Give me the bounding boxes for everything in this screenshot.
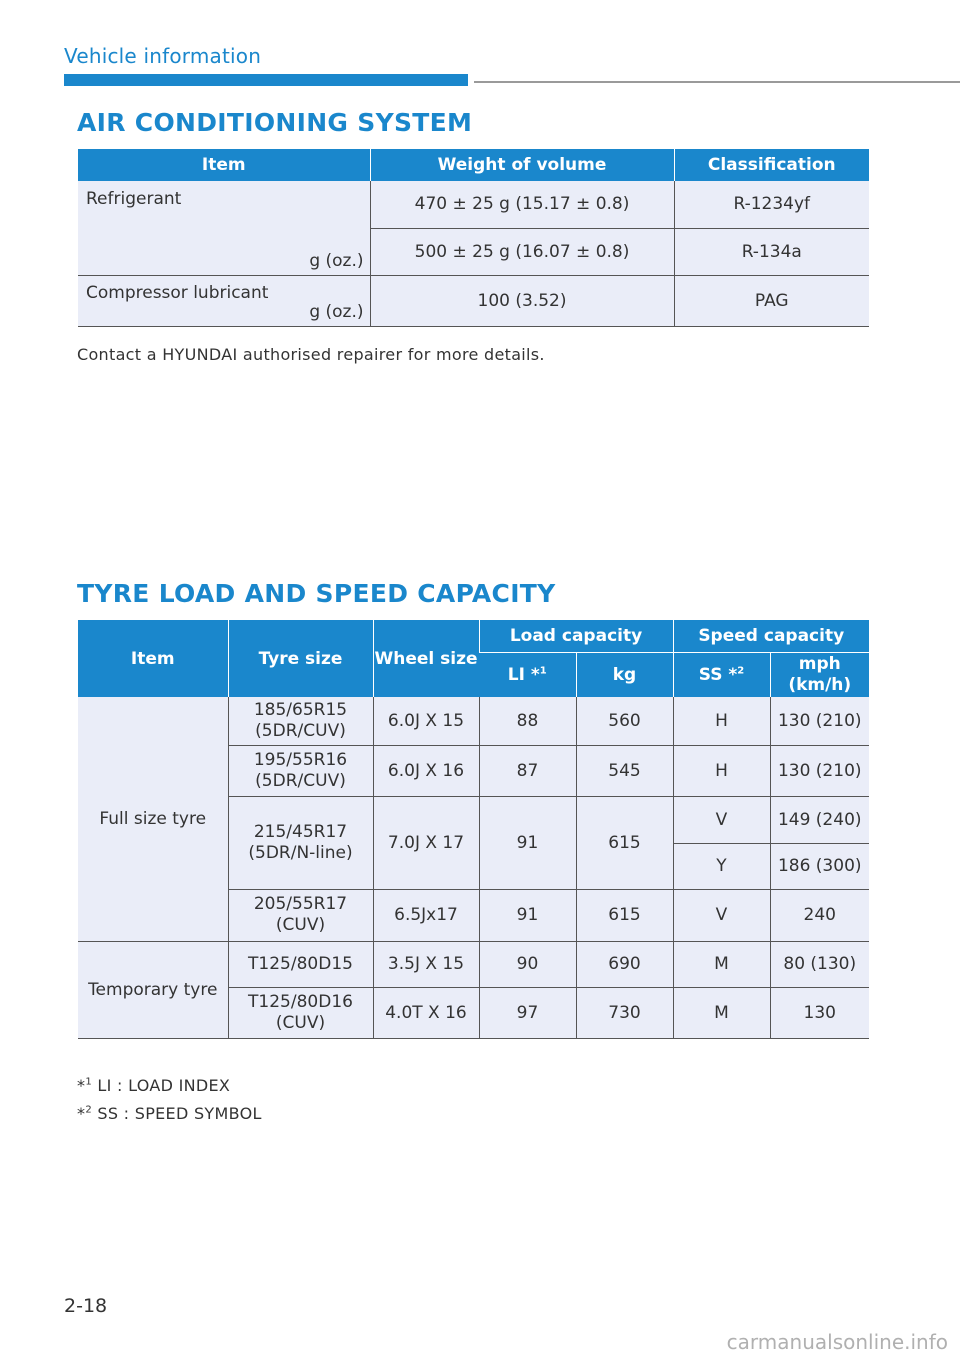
wheel-size-cell: 4.0T X 16 bbox=[373, 987, 479, 1038]
refrigerant-weight-2: 500 ± 25 g (16.07 ± 0.8) bbox=[370, 228, 674, 275]
tyre-col-load: Load capacity bbox=[479, 620, 673, 652]
footnote-ss: *$^2$ SS : SPEED SYMBOL bbox=[77, 1104, 262, 1123]
temporary-label: Temporary tyre bbox=[78, 941, 228, 1038]
tyre-col-mph: mph (km/h) bbox=[770, 652, 869, 697]
kg-cell: 690 bbox=[576, 941, 673, 987]
refrigerant-item bbox=[78, 181, 370, 275]
table-row bbox=[78, 697, 869, 745]
ss-cell: M bbox=[673, 987, 770, 1038]
page-number: 2-18 bbox=[64, 1295, 108, 1317]
ac-title: AIR CONDITIONING SYSTEM bbox=[77, 108, 473, 137]
tyre-table bbox=[78, 620, 869, 1039]
tyre-size-cell: 195/55R16 (5DR/CUV) bbox=[228, 745, 373, 796]
tyre-size-cell: 185/65R15 (5DR/CUV) bbox=[228, 697, 373, 745]
header-bar bbox=[64, 74, 468, 86]
wheel-size-cell: 6.0J X 16 bbox=[373, 745, 479, 796]
table-row bbox=[78, 941, 869, 987]
wheel-size-cell: 7.0J X 17 bbox=[373, 796, 479, 889]
tyre-size-cell: 205/55R17 (CUV) bbox=[228, 889, 373, 941]
lubricant-label: Compressor lubricant bbox=[86, 282, 269, 303]
tyre-size-cell: 215/45R17 (5DR/N-line) bbox=[228, 796, 373, 889]
section-header: Vehicle information bbox=[64, 44, 262, 68]
wheel-size-cell: 6.0J X 15 bbox=[373, 697, 479, 745]
refrigerant-class-1: R-1234yf bbox=[674, 181, 869, 228]
ac-note: Contact a HYUNDAI authorised repairer for more details. bbox=[77, 345, 545, 364]
lubricant-item bbox=[78, 275, 370, 326]
full-size-label: Full size tyre bbox=[78, 697, 228, 941]
footnote-li: *$^1$ LI : LOAD INDEX bbox=[77, 1076, 231, 1095]
ss-cell: V bbox=[673, 796, 770, 843]
watermark: carmanualsonline.info bbox=[726, 1330, 948, 1354]
ss-cell: H bbox=[673, 697, 770, 745]
tyre-header-row-1 bbox=[78, 620, 869, 652]
kg-cell: 615 bbox=[576, 796, 673, 889]
li-cell: 88 bbox=[479, 697, 576, 745]
kg-cell: 560 bbox=[576, 697, 673, 745]
kg-cell: 730 bbox=[576, 987, 673, 1038]
ss-cell: M bbox=[673, 941, 770, 987]
lubricant-unit: g (oz.) bbox=[309, 301, 364, 322]
table-row bbox=[78, 275, 869, 326]
wheel-size-cell: 6.5Jx17 bbox=[373, 889, 479, 941]
li-cell: 87 bbox=[479, 745, 576, 796]
speed-cell: 130 (210) bbox=[770, 697, 869, 745]
speed-cell: 80 (130) bbox=[770, 941, 869, 987]
lubricant-weight: 100 (3.52) bbox=[370, 275, 674, 326]
speed-cell: 149 (240) bbox=[770, 796, 869, 843]
ss-cell: V bbox=[673, 889, 770, 941]
refrigerant-class-2: R-134a bbox=[674, 228, 869, 275]
tyre-col-speed: Speed capacity bbox=[673, 620, 869, 652]
tyre-col-kg: kg bbox=[576, 652, 673, 697]
speed-cell: 186 (300) bbox=[770, 843, 869, 889]
tyre-title: TYRE LOAD AND SPEED CAPACITY bbox=[77, 579, 556, 608]
li-cell: 91 bbox=[479, 889, 576, 941]
tyre-col-wheel: Wheel size bbox=[373, 620, 479, 697]
kg-cell: 615 bbox=[576, 889, 673, 941]
wheel-size-cell: 3.5J X 15 bbox=[373, 941, 479, 987]
refrigerant-unit: g (oz.) bbox=[309, 250, 364, 271]
refrigerant-label: Refrigerant bbox=[86, 189, 182, 209]
ac-header-row bbox=[78, 149, 869, 181]
tyre-col-ss: SS *$^2$ bbox=[673, 652, 770, 697]
kg-cell: 545 bbox=[576, 745, 673, 796]
ac-col-item: Item bbox=[78, 149, 370, 181]
tyre-col-item: Item bbox=[78, 620, 228, 697]
ss-cell: Y bbox=[673, 843, 770, 889]
ac-col-weight: Weight of volume bbox=[370, 149, 674, 181]
li-cell: 90 bbox=[479, 941, 576, 987]
speed-cell: 240 bbox=[770, 889, 869, 941]
tyre-col-li: LI *$^1$ bbox=[479, 652, 576, 697]
tyre-col-size: Tyre size bbox=[228, 620, 373, 697]
li-cell: 97 bbox=[479, 987, 576, 1038]
ac-col-class: Classification bbox=[674, 149, 869, 181]
ss-cell: H bbox=[673, 745, 770, 796]
tyre-size-cell: T125/80D16 (CUV) bbox=[228, 987, 373, 1038]
speed-cell: 130 bbox=[770, 987, 869, 1038]
header-rule bbox=[474, 81, 960, 83]
tyre-size-cell: T125/80D15 bbox=[228, 941, 373, 987]
refrigerant-weight-1: 470 ± 25 g (15.17 ± 0.8) bbox=[370, 181, 674, 228]
li-cell: 91 bbox=[479, 796, 576, 889]
speed-cell: 130 (210) bbox=[770, 745, 869, 796]
lubricant-class: PAG bbox=[674, 275, 869, 326]
ac-table bbox=[78, 149, 869, 327]
table-row bbox=[78, 181, 869, 228]
